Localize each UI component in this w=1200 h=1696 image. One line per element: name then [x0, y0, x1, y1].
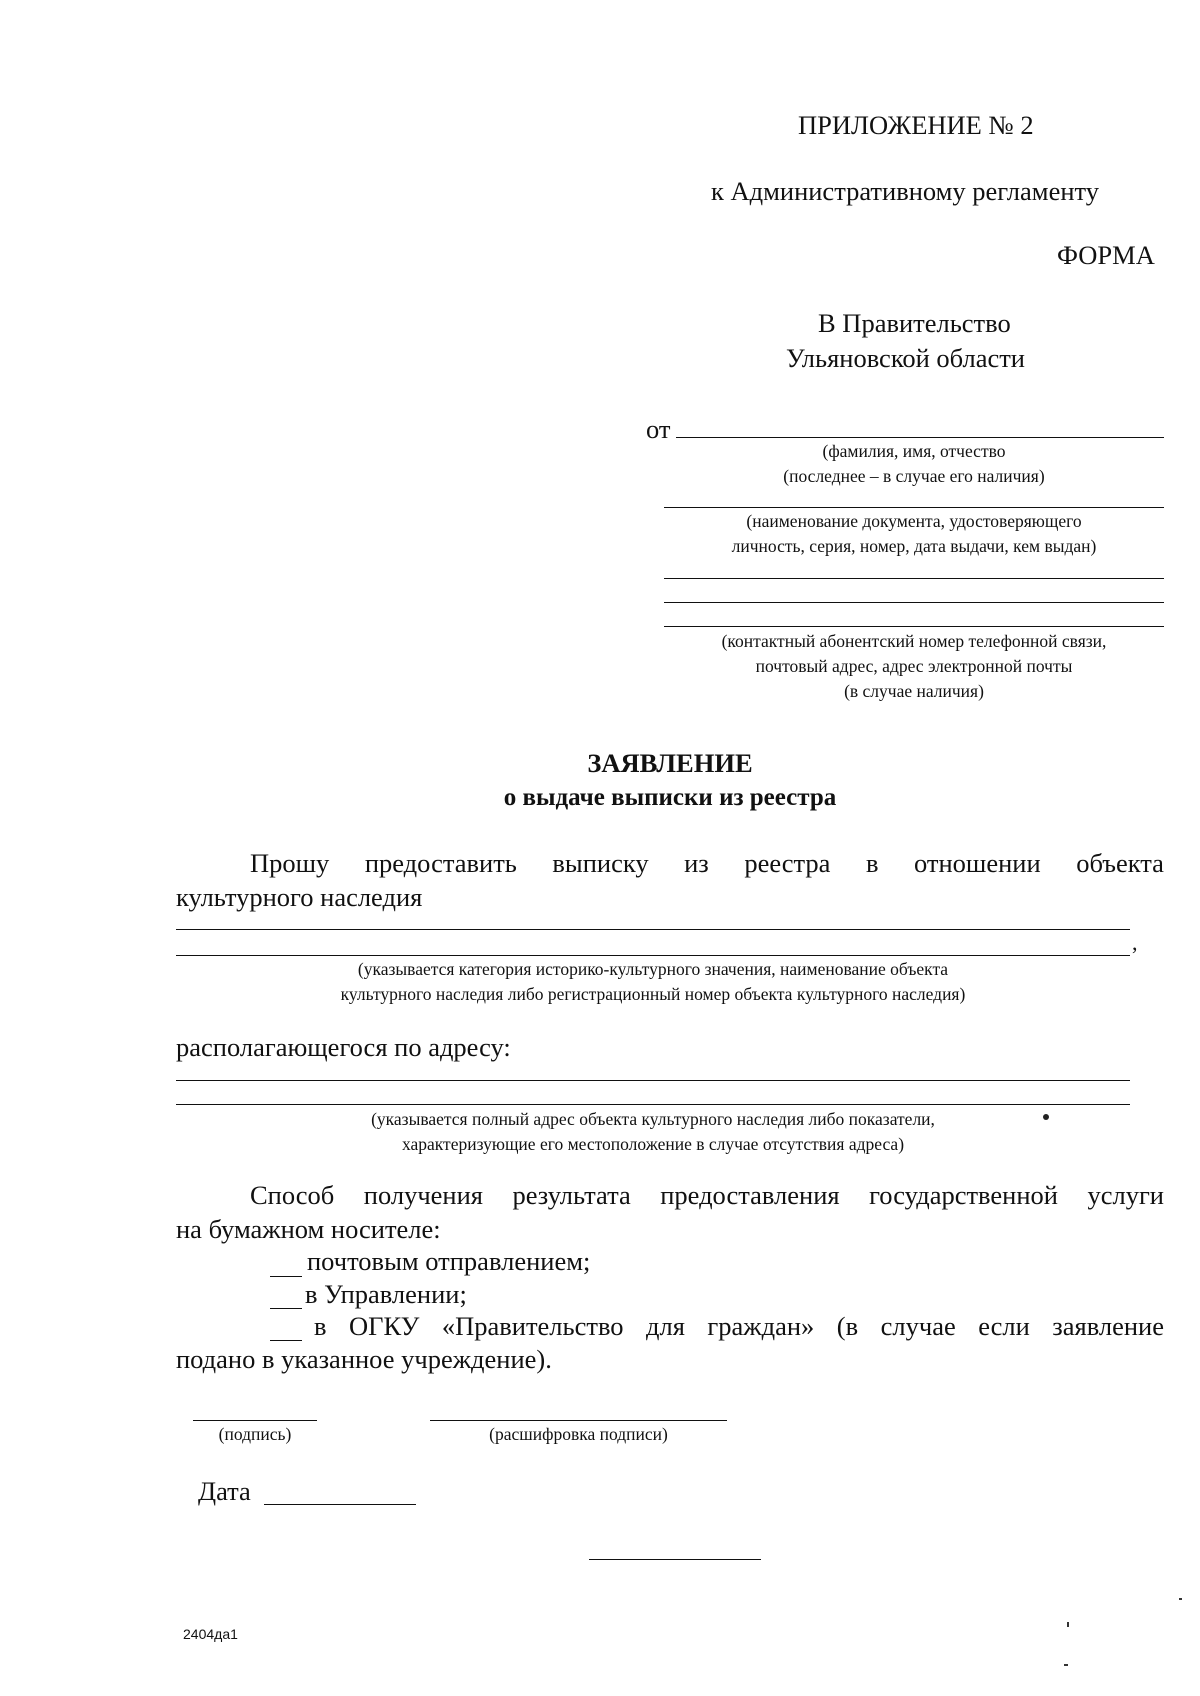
request-word: из	[684, 848, 709, 878]
scan-speck	[1067, 1622, 1069, 1627]
option-mail-label: почтовым отправлением;	[307, 1246, 591, 1276]
address-line-2[interactable]	[176, 1104, 1130, 1105]
contact-hint-3: (в случае наличия)	[844, 681, 984, 701]
date-line[interactable]	[264, 1504, 416, 1505]
scan-speck	[1179, 1598, 1182, 1600]
address-line-1[interactable]	[176, 1080, 1130, 1081]
object-hint-1: (указывается категория историко-культурного значения, наименование объекта	[357, 959, 949, 979]
identity-document-line[interactable]	[664, 507, 1164, 508]
document-subtitle: о выдаче выписки из реестра	[503, 784, 837, 811]
request-word: Прошу	[250, 848, 330, 878]
object-line-comma: ,	[1132, 930, 1138, 955]
recipient-line-1: В Правительство	[818, 308, 1011, 338]
scan-speck	[1064, 1664, 1068, 1666]
signature-decode-line[interactable]	[430, 1420, 727, 1421]
object-line-1[interactable]	[176, 929, 1130, 930]
scan-speck	[1043, 1114, 1049, 1120]
request-line-1	[250, 848, 1164, 879]
doc-hint-2: личность, серия, номер, дата выдачи, кем выдан)	[731, 536, 1097, 556]
contact-hint-2: почтовый адрес, адрес электронной почты	[755, 656, 1073, 676]
signature-decode-hint: (расшифровка подписи)	[489, 1424, 668, 1444]
address-hint-1: (указывается полный адрес объекта культурного наследия либо показатели,	[371, 1109, 935, 1129]
closing-divider	[589, 1559, 761, 1560]
request-word: объекта	[1076, 848, 1164, 878]
request-word: в	[865, 848, 879, 878]
document-title: ЗАЯВЛЕНИЕ	[587, 748, 753, 778]
fio-hint-2: (последнее – в случае его наличия)	[783, 466, 1045, 486]
request-word: предоставить	[364, 848, 517, 878]
request-word: выписку	[552, 848, 649, 878]
regulation-reference: к Административному регламенту	[711, 176, 1099, 206]
fio-hint-1: (фамилия, имя, отчество	[822, 441, 1006, 461]
contact-line-2[interactable]	[664, 602, 1164, 603]
address-label: располагающегося по адресу:	[176, 1032, 511, 1062]
contact-hint-1: (контактный абонентский номер телефонной связи,	[721, 631, 1107, 651]
applicant-name-line[interactable]	[676, 437, 1164, 438]
signature-hint: (подпись)	[218, 1424, 292, 1444]
option-ogku-label: в ОГКУ «Правительство для граждан» (в случае если заявление	[314, 1311, 1164, 1341]
request-line-2: культурного наследия	[176, 882, 423, 912]
object-line-2[interactable]	[176, 955, 1130, 956]
appendix-number: ПРИЛОЖЕНИЕ № 2	[798, 110, 1034, 140]
signature-line[interactable]	[193, 1420, 317, 1421]
method-line-1: Способ получения результата предоставления государственной услуги	[250, 1180, 1164, 1210]
doc-hint-1: (наименование документа, удостоверяющего	[746, 511, 1082, 531]
method-line-2: на бумажном носителе:	[176, 1214, 441, 1244]
option-ogku-checkbox[interactable]	[270, 1340, 302, 1341]
form-label: ФОРМА	[1057, 240, 1155, 270]
request-word: отношении	[914, 848, 1041, 878]
from-label: от	[646, 414, 671, 444]
address-hint-2: характеризующие его местоположение в случае отсутствия адреса)	[401, 1134, 905, 1154]
contact-line-3[interactable]	[664, 626, 1164, 627]
request-word: реестра	[744, 848, 831, 878]
date-label: Дата	[198, 1476, 251, 1506]
recipient-line-2: Ульяновской области	[786, 343, 1025, 373]
option-department-label: в Управлении;	[305, 1279, 467, 1309]
object-hint-2: культурного наследия либо регистрационный номер объекта культурного наследия)	[340, 984, 966, 1004]
option-department-checkbox[interactable]	[270, 1308, 302, 1309]
option-mail-checkbox[interactable]	[270, 1276, 302, 1277]
option-ogku-continuation: подано в указанное учреждение).	[176, 1344, 552, 1374]
contact-line-1[interactable]	[664, 578, 1164, 579]
footer-code: 2404да1	[183, 1626, 238, 1642]
